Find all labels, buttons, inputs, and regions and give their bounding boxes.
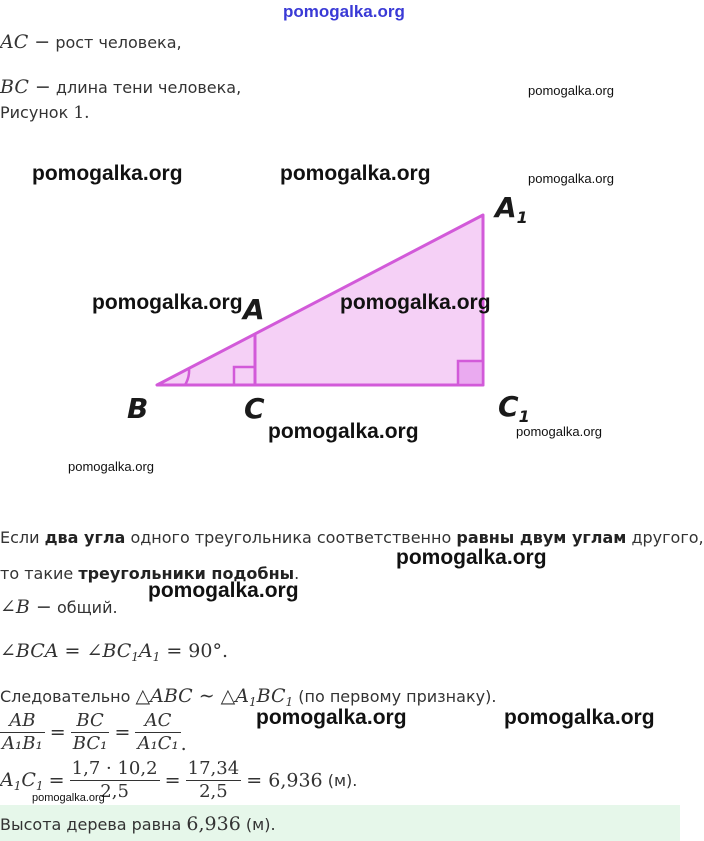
p1-c: одного треугольника соответственно: [130, 528, 452, 547]
ratio-2-num: BC: [71, 710, 110, 733]
watermark: pomogalka.org: [68, 459, 154, 474]
watermark: pomogalka.org: [256, 706, 407, 729]
ratio-2-den: BC₁: [72, 733, 108, 754]
answer-unit: (м).: [245, 815, 276, 834]
watermark: pomogalka.org: [92, 291, 243, 314]
angles-equal-line: [0, 640, 228, 664]
answer-line: [0, 813, 276, 835]
conclusion-b: (по первому признаку).: [298, 687, 497, 706]
paragraph-1: [0, 528, 704, 547]
compute-frac-1-num: 1,7 · 10,2: [71, 758, 158, 779]
ratio-1-den: A₁B₁: [2, 733, 43, 754]
ratio-formula: [0, 710, 187, 755]
ratio-period: .: [180, 733, 187, 755]
p1-a: Если: [0, 528, 40, 547]
eq-sign-1: =: [49, 721, 66, 744]
watermark: pomogalka.org: [516, 424, 602, 439]
answer-text: Высота дерева равна: [0, 815, 182, 834]
watermark: pomogalka.org: [528, 171, 614, 186]
label-a: A: [243, 293, 265, 326]
watermark: pomogalka.org: [504, 706, 655, 729]
label-c: C: [244, 392, 265, 425]
watermark: pomogalka.org: [32, 792, 105, 804]
ratio-2: [71, 710, 110, 755]
label-c1-sub: 1: [518, 407, 530, 426]
p1-d: равны двум углам: [456, 528, 627, 547]
figure-number: 1.: [73, 103, 90, 123]
watermark: pomogalka.org: [32, 162, 183, 185]
conclusion-line: [0, 685, 496, 709]
ratio-3-num: AC: [135, 710, 180, 733]
watermark-top: pomogalka.org: [283, 2, 405, 21]
eq-sign-4: =: [164, 769, 181, 792]
label-c1-letter: C: [498, 390, 519, 423]
watermark: pomogalka.org: [148, 579, 299, 602]
p2-b: треугольники подобны: [78, 564, 295, 583]
ratio-1: [0, 710, 45, 755]
p2-c: .: [294, 564, 300, 583]
watermark: pomogalka.org: [340, 291, 491, 314]
compute-frac-2-den: 2,5: [199, 781, 228, 802]
label-a1-sub: 1: [516, 208, 528, 227]
watermark: pomogalka.org: [268, 420, 419, 443]
watermark: pomogalka.org: [396, 546, 547, 569]
answer-value: 6,936: [186, 813, 241, 835]
figure-caption: Рисунок: [0, 103, 69, 122]
compute-lhs-sub1: 1: [13, 778, 22, 793]
intro-line-1-text: рост человека,: [55, 33, 182, 52]
math-ac: AC −: [0, 31, 51, 53]
compute-unit: (м).: [327, 771, 358, 790]
ratio-1-num: AB: [0, 710, 45, 733]
math-bc: BC −: [0, 76, 51, 98]
conclusion-sub1: 1: [249, 695, 257, 709]
compute-lhs: [0, 769, 44, 791]
label-c1: [498, 390, 530, 426]
conclusion-sub2: 1: [285, 695, 294, 709]
right-angle-c1: [458, 361, 483, 385]
compute-result: = 6,936: [246, 769, 323, 792]
compute-lhs-sub2: 1: [35, 778, 44, 793]
ratio-3: [135, 710, 180, 755]
watermark: pomogalka.org: [528, 83, 614, 98]
angles-eq-sub1: 1: [131, 650, 139, 664]
label-b: B: [127, 392, 149, 425]
eq-sign-2: =: [114, 721, 131, 744]
conclusion-a: Следовательно: [0, 687, 131, 706]
watermark: pomogalka.org: [280, 162, 431, 185]
compute-frac-2-num: 17,34: [187, 758, 240, 779]
label-a1-letter: A: [495, 191, 517, 224]
angles-eq-sub2: 1: [152, 650, 161, 664]
p1-e: другого,: [631, 528, 704, 547]
angles-eq-3: = 90°.: [166, 640, 229, 662]
conclusion-math-1: △ABC ∼ △A: [135, 685, 250, 707]
angle-b-math: ∠B −: [0, 596, 52, 618]
conclusion-math: [136, 685, 294, 707]
compute-lhs-a: A: [0, 768, 14, 791]
p2-a: то такие: [0, 564, 74, 583]
eq-sign-3: =: [48, 769, 65, 792]
compute-frac-2: [186, 758, 242, 803]
compute-lhs-c: C: [21, 768, 36, 791]
conclusion-math-2: BC: [256, 685, 286, 707]
ratio-3-den: A₁C₁: [137, 733, 179, 754]
angles-eq-2: A: [138, 640, 153, 662]
angle-b-text: общий.: [56, 598, 118, 617]
angles-eq-1: ∠BCA = ∠BC: [0, 640, 132, 662]
label-a1: [495, 191, 528, 227]
compute-frac-1-den: 2,5: [100, 781, 129, 802]
p1-b: два угла: [44, 528, 126, 547]
angle-b-line: [0, 596, 118, 618]
intro-line-2-text: длина тени человека,: [55, 78, 242, 97]
